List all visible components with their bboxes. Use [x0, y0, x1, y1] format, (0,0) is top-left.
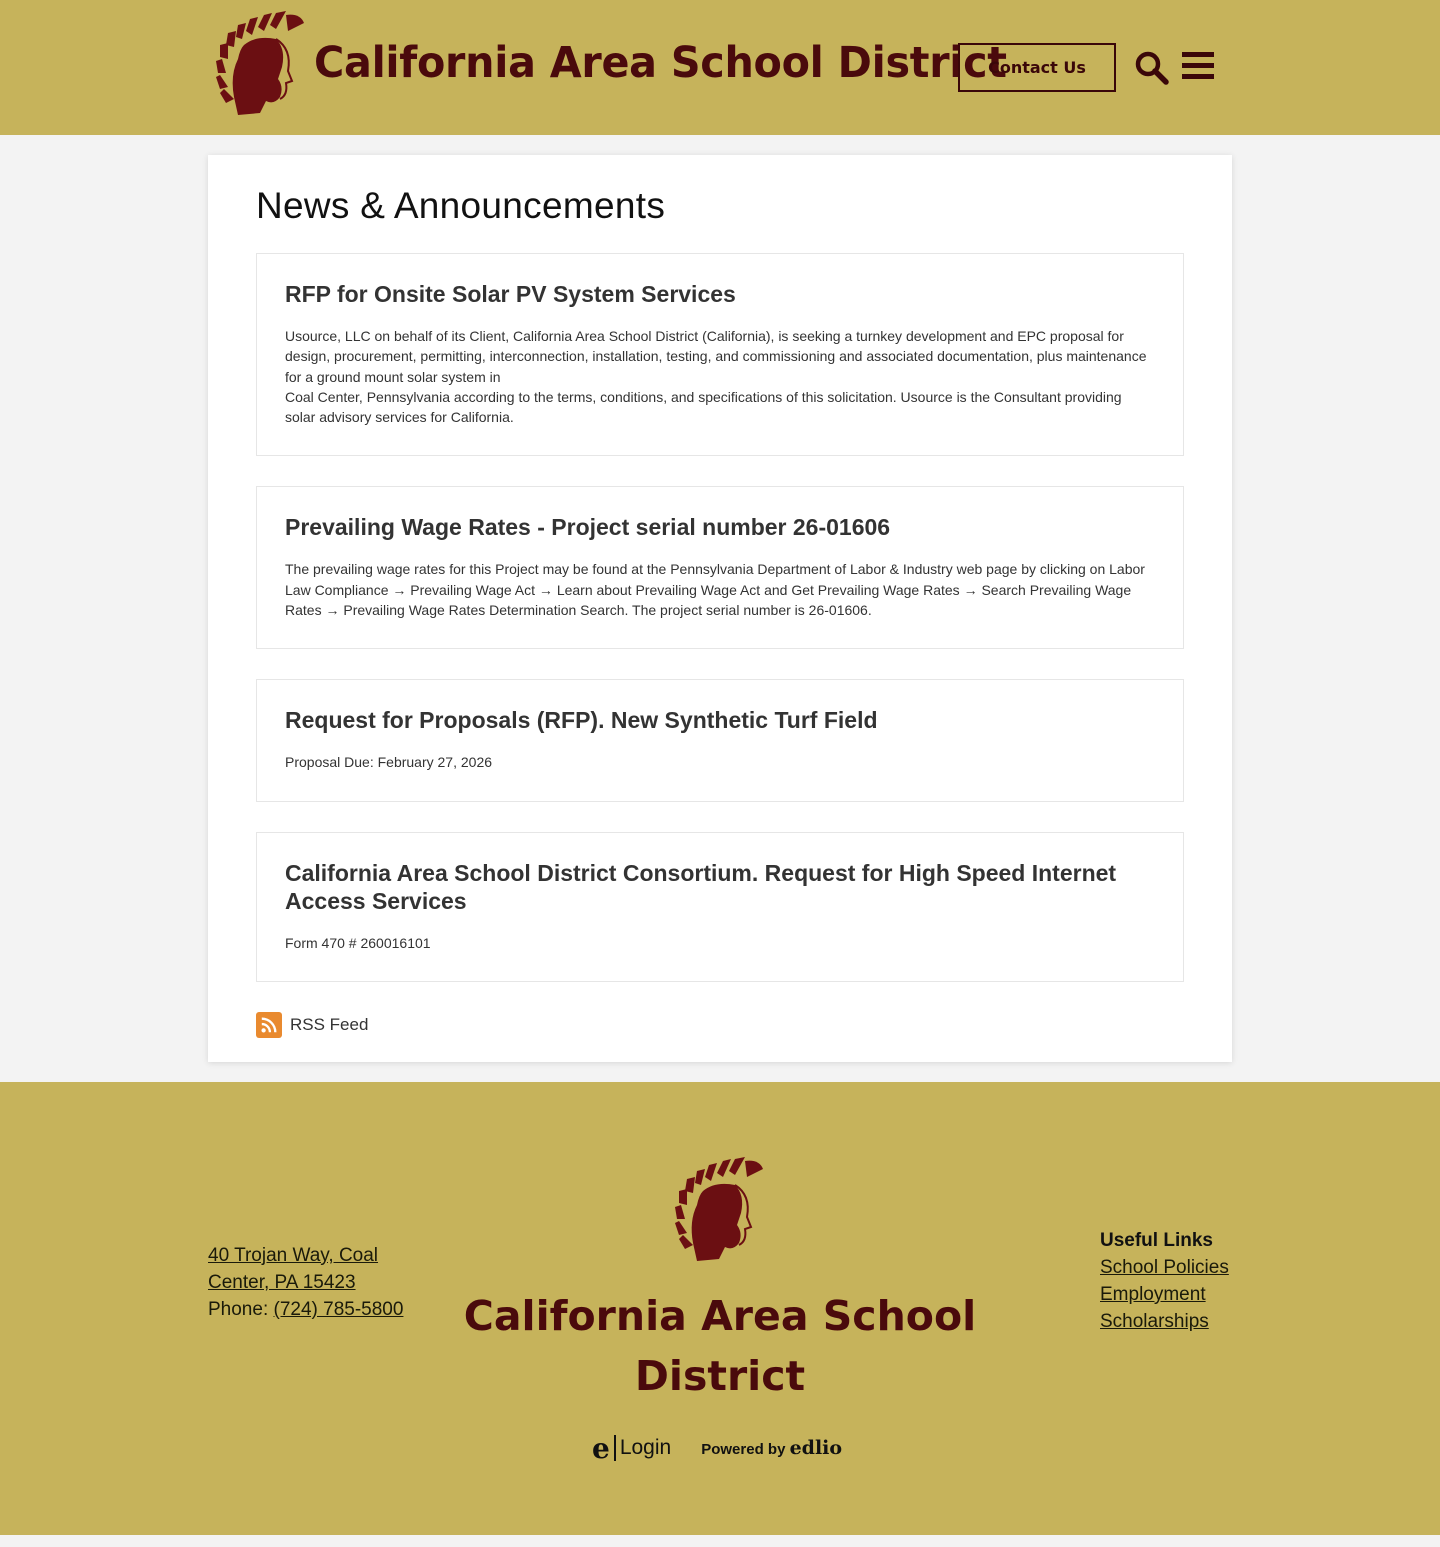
- search-icon[interactable]: [1134, 50, 1170, 86]
- rss-icon: [256, 1012, 282, 1038]
- powered-by-edlio-link[interactable]: [701, 1437, 842, 1459]
- news-card: [256, 486, 1184, 649]
- news-paragraph: The prevailing wage rates for this Project may be found at the Pennsylvania Department of Labor & Industry web page by clicking on Labor Law Compliance → Prevailing Wage Act → Learn about Prevailing Wage Act and Get Prevailing Wage Rates → Search Prevailing Wage Rates → Prevailing Wage Rates Determination Search. The project serial number is 26-01606.: [285, 561, 1145, 619]
- news-paragraph: Usource, LLC on behalf of its Client, California Area School District (California), is seeking a turnkey development and EPC proposal for design, procurement, permitting, interconnection, installation, testing, and commissioning and associated documentation, plus maintenance for a ground mount solar system in: [285, 328, 1147, 385]
- menu-bar: [1182, 63, 1214, 68]
- trojan-logo-icon: [675, 1154, 765, 1266]
- footer-title: California Area School District: [463, 1291, 977, 1400]
- edlio-e-icon: e: [592, 1431, 610, 1465]
- news-paragraph: Proposal Due: February 27, 2026: [285, 754, 493, 771]
- news-summary: [285, 752, 1155, 772]
- phone-link[interactable]: (724) 785-5800: [273, 1298, 404, 1320]
- address-link[interactable]: 40 Trojan Way, Coal Center, PA 15423: [208, 1244, 379, 1293]
- news-summary: [285, 559, 1155, 620]
- hamburger-menu-icon[interactable]: [1182, 52, 1214, 82]
- site-title[interactable]: California Area School District: [314, 38, 1007, 88]
- edlio-logo: edlio: [789, 1437, 843, 1460]
- divider: [614, 1435, 616, 1461]
- rss-feed-link[interactable]: [256, 1012, 1184, 1038]
- news-title-link[interactable]: Request for Proposals (RFP). New Synthetic Turf Field: [285, 707, 878, 734]
- useful-links-heading: Useful Links: [1100, 1229, 1213, 1251]
- contact-info: [208, 1242, 438, 1323]
- site-footer: [0, 1082, 1440, 1535]
- news-paragraph: Coal Center, Pennsylvania according to the terms, conditions, and specifications of this solicitation. Usource is the Consultant providing solar advisory services for California.: [285, 388, 1122, 426]
- link-school-policies[interactable]: School Policies: [1100, 1256, 1229, 1278]
- news-title-link[interactable]: Prevailing Wage Rates - Project serial number 26-01606: [285, 514, 891, 541]
- news-card: [256, 832, 1184, 982]
- login-link[interactable]: Login: [619, 1436, 672, 1460]
- powered-by-label: Powered by: [701, 1441, 790, 1459]
- footer-brand: [460, 1154, 980, 1406]
- site-header: [0, 0, 1440, 135]
- news-title-link[interactable]: RFP for Onsite Solar PV System Services: [285, 281, 736, 307]
- useful-links: [1100, 1227, 1229, 1335]
- news-section: [208, 155, 1232, 1062]
- link-employment[interactable]: Employment: [1100, 1283, 1206, 1305]
- news-paragraph: Form 470 # 260016101: [285, 934, 431, 951]
- menu-bar: [1182, 52, 1214, 57]
- news-card: [256, 679, 1184, 801]
- menu-bar: [1182, 74, 1214, 79]
- news-title-link[interactable]: California Area School District Consortium. Request for High Speed Internet Access Services: [285, 859, 1117, 914]
- trojan-logo-icon[interactable]: [216, 9, 306, 119]
- rss-label: RSS Feed: [290, 1014, 369, 1034]
- link-scholarships[interactable]: Scholarships: [1100, 1310, 1209, 1332]
- news-summary: [285, 326, 1155, 427]
- news-summary: [285, 933, 1155, 953]
- news-card: [256, 253, 1184, 456]
- phone-label: Phone:: [208, 1298, 274, 1320]
- contact-us-button[interactable]: Contact Us: [958, 43, 1116, 92]
- page-title: News & Announcements: [256, 185, 666, 226]
- footer-bottom-bar: [592, 1432, 842, 1465]
